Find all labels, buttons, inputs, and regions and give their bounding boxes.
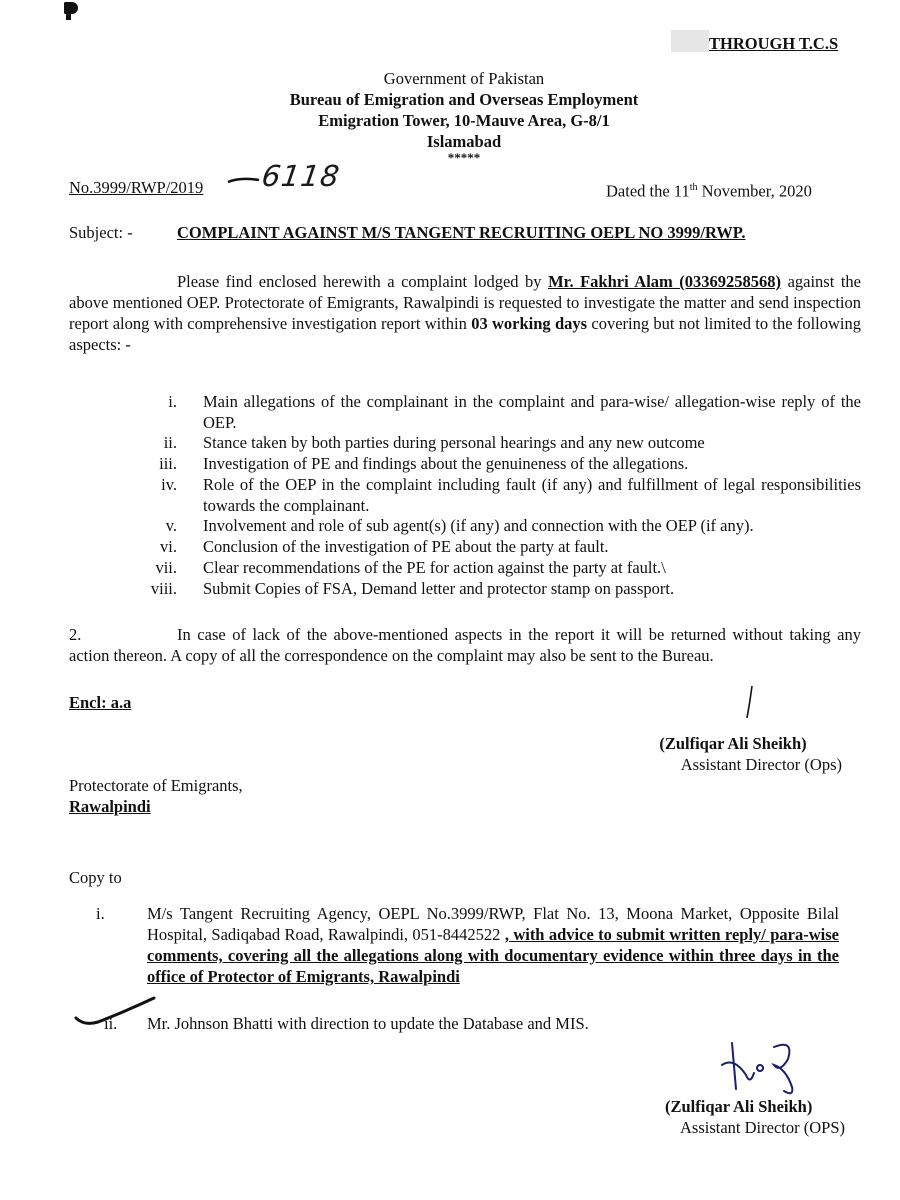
reference-number: No.3999/RWP/2019 [69,178,204,197]
signatory-block-2 [600,1096,845,1138]
aspect-number: v. [165,516,177,535]
aspect-text: Involvement and role of sub agent(s) (if any) and connection with the OEP (if any). [203,516,754,535]
aspect-text: Stance taken by both parties during personal hearings and any new outcome [203,433,705,452]
copy-item-number: ii. [104,1014,118,1033]
delivery-stamp-bg [671,30,709,52]
addressee-office: Protectorate of Emigrants, [69,776,243,795]
subject-label: Subject: - [69,223,133,242]
enclosure-label: Encl: a.a [69,693,132,712]
signatory-block-1 [600,733,842,775]
bureau-address: Emigration Tower, 10-Mauve Area, G-8/1 [318,111,610,130]
intro-paragraph: Please find enclosed herewith a complaint lodged by Mr. Fakhri Alam (03369258568) against the above mentioned OEP. Protectorate of Emigrants, Rawalpindi is requested to investigate the matter and send inspection report along with comprehensive investigation report within 03 working days covering but not limited to the following aspects: - [69,272,862,354]
aspect-number: iii. [159,454,177,473]
subject-text: COMPLAINT AGAINST M/S TANGENT RECRUITING OEPL NO 3999/RWP. [177,223,746,242]
handwritten-signature-icon [712,1035,812,1097]
aspect-text: Investigation of PE and findings about the genuineness of the allegations. [203,454,689,473]
aspect-number: viii. [150,579,177,598]
copy-to-label: Copy to [69,868,122,887]
date-superscript: th [689,182,698,193]
letterhead [0,68,900,164]
aspect-number: ii. [163,433,177,452]
deadline-days: 03 working days [471,314,588,333]
aspect-text: Role of the OEP in the complaint including fault (if any) and fulfillment of legal responsibilities towards the complainant. [203,475,861,515]
addressee-city: Rawalpindi [69,797,151,816]
separator-stars: ***** [447,150,481,165]
bureau-city: Islamabad [426,132,502,151]
signatory-title: Assistant Director (OPS) [680,1118,845,1137]
signature-stroke-icon [740,684,760,720]
handwritten-dash-icon [226,172,262,188]
copy-item-text: Mr. Johnson Bhatti with direction to update the Database and MIS. [147,1014,589,1033]
letter-date: Dated the 11th November, 2020 [606,181,812,201]
copy-item-advice: , with advice to submit written reply/ para-wise comments, covering all the allegations along with documentary evidence within three days in the office of Protector of Emigrants, Rawalpindi [147,925,839,986]
aspect-text: Clear recommendations of the PE for action against the party at fault.\ [203,558,666,577]
aspect-text: Submit Copies of FSA, Demand letter and protector stamp on passport. [203,579,675,598]
paragraph-2-number: 2. [69,625,82,644]
signatory-name: (Zulfiqar Ali Sheikh) [659,734,807,753]
bureau-name: Bureau of Emigration and Overseas Employment [289,90,639,109]
copy-item-text: M/s Tangent Recruiting Agency, OEPL No.3999/RWP, Flat No. 13, Moona Market, Opposite Bilal Hospital, Sadiqabad Road, Rawalpindi, 051-8442522 , with advice to submit written reply/ para-wise comments, covering all the allegations along with documentary evidence within three days in the office of Protector of Emigrants, Rawalpindi [147,904,839,986]
aspect-number: i. [168,392,177,411]
addressee [69,775,243,817]
signatory-name: (Zulfiqar Ali Sheikh) [665,1097,813,1116]
paragraph-2-text: In case of lack of the above-mentioned aspects in the report it will be returned without taking any action thereon. A copy of all the correspondence on the complaint may also be sent to the Bureau. [69,625,861,665]
complainant-name: Mr. Fakhri Alam (03369258568) [548,272,782,291]
government-name: Government of Pakistan [383,69,545,88]
copy-item-number: i. [96,904,105,923]
aspect-number: vii. [155,558,177,577]
corner-mark-tail [66,12,71,20]
aspect-text: Conclusion of the investigation of PE about the party at fault. [203,537,609,556]
aspect-text: Main allegations of the complainant in the complaint and para-wise/ allegation-wise reply of the OEP. [203,392,861,432]
signatory-title: Assistant Director (Ops) [680,755,842,774]
delivery-method: THROUGH T.C.S [709,34,839,53]
handwritten-number: 6118 [259,159,343,193]
aspect-number: iv. [161,475,177,494]
aspect-number: vi. [160,537,177,556]
